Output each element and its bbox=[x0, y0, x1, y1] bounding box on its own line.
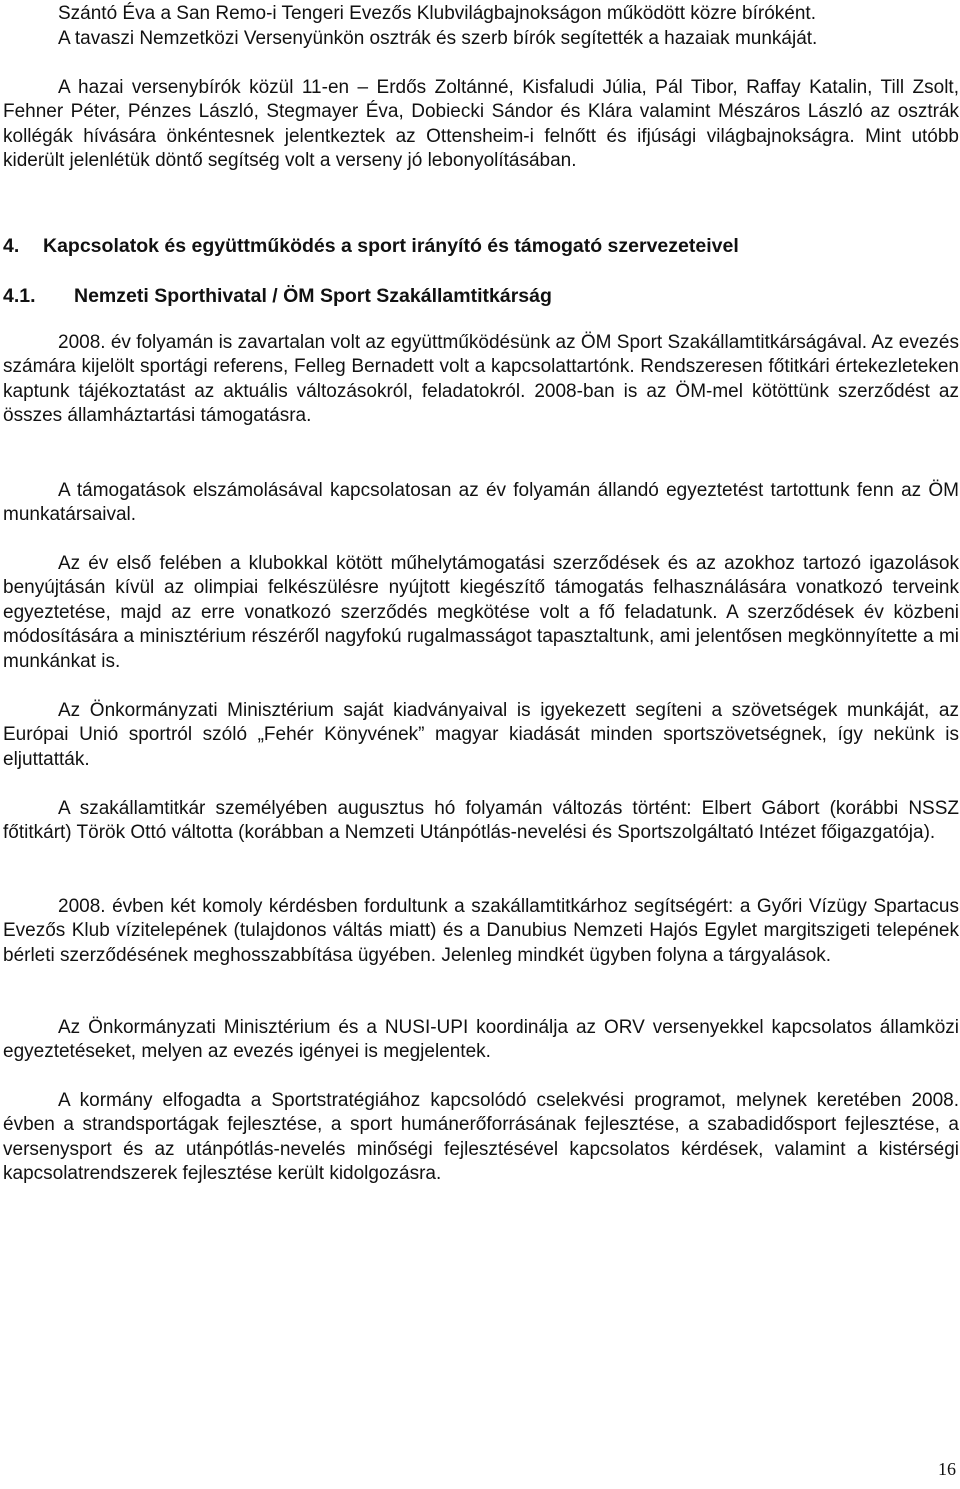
paragraph-elszamolas bbox=[3, 479, 959, 528]
paragraph-ev-elso-feleben bbox=[3, 552, 959, 674]
paragraph-san-remo bbox=[3, 2, 959, 26]
paragraph-nusi-upi bbox=[3, 1016, 959, 1065]
text-szakallamtitkar: A szakállamtitkár személyében augusztus hó folyamán változás történt: Elbert Gábort (korábbi NSSZ főtitkárt) Török Ottó váltotta (korábban a Nemzeti Utánpótlás-nevelési és Sportszolgáltató Intézet főigazgatója). bbox=[3, 798, 959, 844]
text-elszamolas: A támogatások elszámolásával kapcsolatosan az év folyamán állandó egyeztetést tartottunk fenn az ÖM munkatársaival. bbox=[3, 480, 959, 526]
paragraph-tavaszi bbox=[3, 27, 959, 51]
section-number-4-1: 4.1. bbox=[3, 285, 36, 307]
text-sportstrategia: A kormány elfogadta a Sportstratégiához kapcsolódó cselekvési programot, melynek keretében 2008. évben a strandsportágak fejlesztése, a sport humánerőforrásának fejlesztése, a szabadidősport fejlesztése, a versenysport és az utánpótlás-nevelés minőségi fejlesztésével kapcsolatos kérdések, valamint a kistérségi kapcsolatrendszerek fejlesztése került kidolgozásra. bbox=[3, 1090, 959, 1185]
text-kiadvanyok: Az Önkormányzati Minisztérium saját kiadványaival is igyekezett segíteni a szövetségek munkáját, az Európai Unió sportról szóló „Fehér Könyvének” magyar kiadását minden sportszövetségnek, így nekünk is eljuttatták. bbox=[3, 700, 959, 770]
text-san-remo: Szántó Éva a San Remo-i Tengeri Evezős Klubvilágbajnokságon működött közre bíróként. bbox=[58, 3, 816, 24]
text-egyuttmukodes: 2008. év folyamán is zavartalan volt az együttműködésünk az ÖM Sport Szakállamtitkárságával. Az evezés számára kijelölt sportági referens, Felleg Bernadett volt a kapcsolattartónk. Rendszeresen főtitkári értekezleteken kaptunk tájékoztatást az aktuális változásokról, feladatokról. 2008-ban is az ÖM-mel kötöttünk szerződést az összes államháztartási támogatásra. bbox=[3, 332, 959, 427]
paragraph-szakallamtitkar bbox=[3, 797, 959, 846]
paragraph-referees bbox=[3, 76, 959, 174]
section-title-4: Kapcsolatok és együttműködés a sport irányító és támogató szervezeteivel bbox=[43, 235, 739, 257]
paragraph-egyuttmukodes bbox=[3, 331, 959, 429]
text-referees: A hazai versenybírók közül 11-en – Erdős Zoltánné, Kisfaludi Júlia, Pál Tibor, Raffay Katalin, Till Zsolt, Fehner Péter, Pénzes László, Stegmayer Éva, Dobiecki Sándor és Klára valamint Mészáros László az osztrák kollégák hívására önkéntesnek jelentkeztek az Ottensheim-i felnőtt és ifjúsági világbajnokságra. Mint utóbb kiderült jelenlétük döntő segítség volt a verseny jó lebonyolításában. bbox=[3, 77, 959, 172]
text-tavaszi: A tavaszi Nemzetközi Versenyünkön osztrák és szerb bírók segítették a hazaiak munkáját. bbox=[58, 28, 818, 49]
paragraph-ket-kerdes bbox=[3, 895, 959, 968]
section-heading-4-1 bbox=[3, 284, 552, 308]
text-ev-elso-feleben: Az év első felében a klubokkal kötött műhelytámogatási szerződések és az azokhoz tartozó igazolások benyújtásán kívül az olimpiai felkészülésre nyújtott kiegészítő támogatás felhasználására vonatkozó terveink egyeztetése, majd az erre vonatkozó szerződés megkötése volt a fő feladatunk. A szerződések év közbeni módosítására a minisztérium részéről nagyfokú rugalmasságot tapasztaltunk, ami jelentősen megkönnyítette a mi munkánkat is. bbox=[3, 553, 959, 672]
paragraph-kiadvanyok bbox=[3, 699, 959, 772]
text-nusi-upi: Az Önkormányzati Minisztérium és a NUSI-UPI koordinálja az ORV versenyekkel kapcsolatos államközi egyeztetéseket, melyen az evezés igényei is megjelentek. bbox=[3, 1017, 959, 1063]
section-number-4: 4. bbox=[3, 235, 20, 257]
page-number: 16 bbox=[938, 1459, 956, 1479]
section-title-4-1: Nemzeti Sporthivatal / ÖM Sport Szakállamtitkárság bbox=[74, 285, 552, 307]
paragraph-sportstrategia bbox=[3, 1089, 959, 1187]
text-ket-kerdes: 2008. évben két komoly kérdésben fordultunk a szakállamtitkárhoz segítségért: a Győri Vízügy Spartacus Evezős Klub vízitelepének (tulajdonos váltás miatt) és a Danubius Nemzeti Hajós Egylet margitszigeti telepének bérleti szerződésének meghosszabbítása ügyében. Jelenleg mindkét ügyben folyna a tárgyalások. bbox=[3, 896, 959, 966]
section-heading-4 bbox=[3, 234, 739, 258]
